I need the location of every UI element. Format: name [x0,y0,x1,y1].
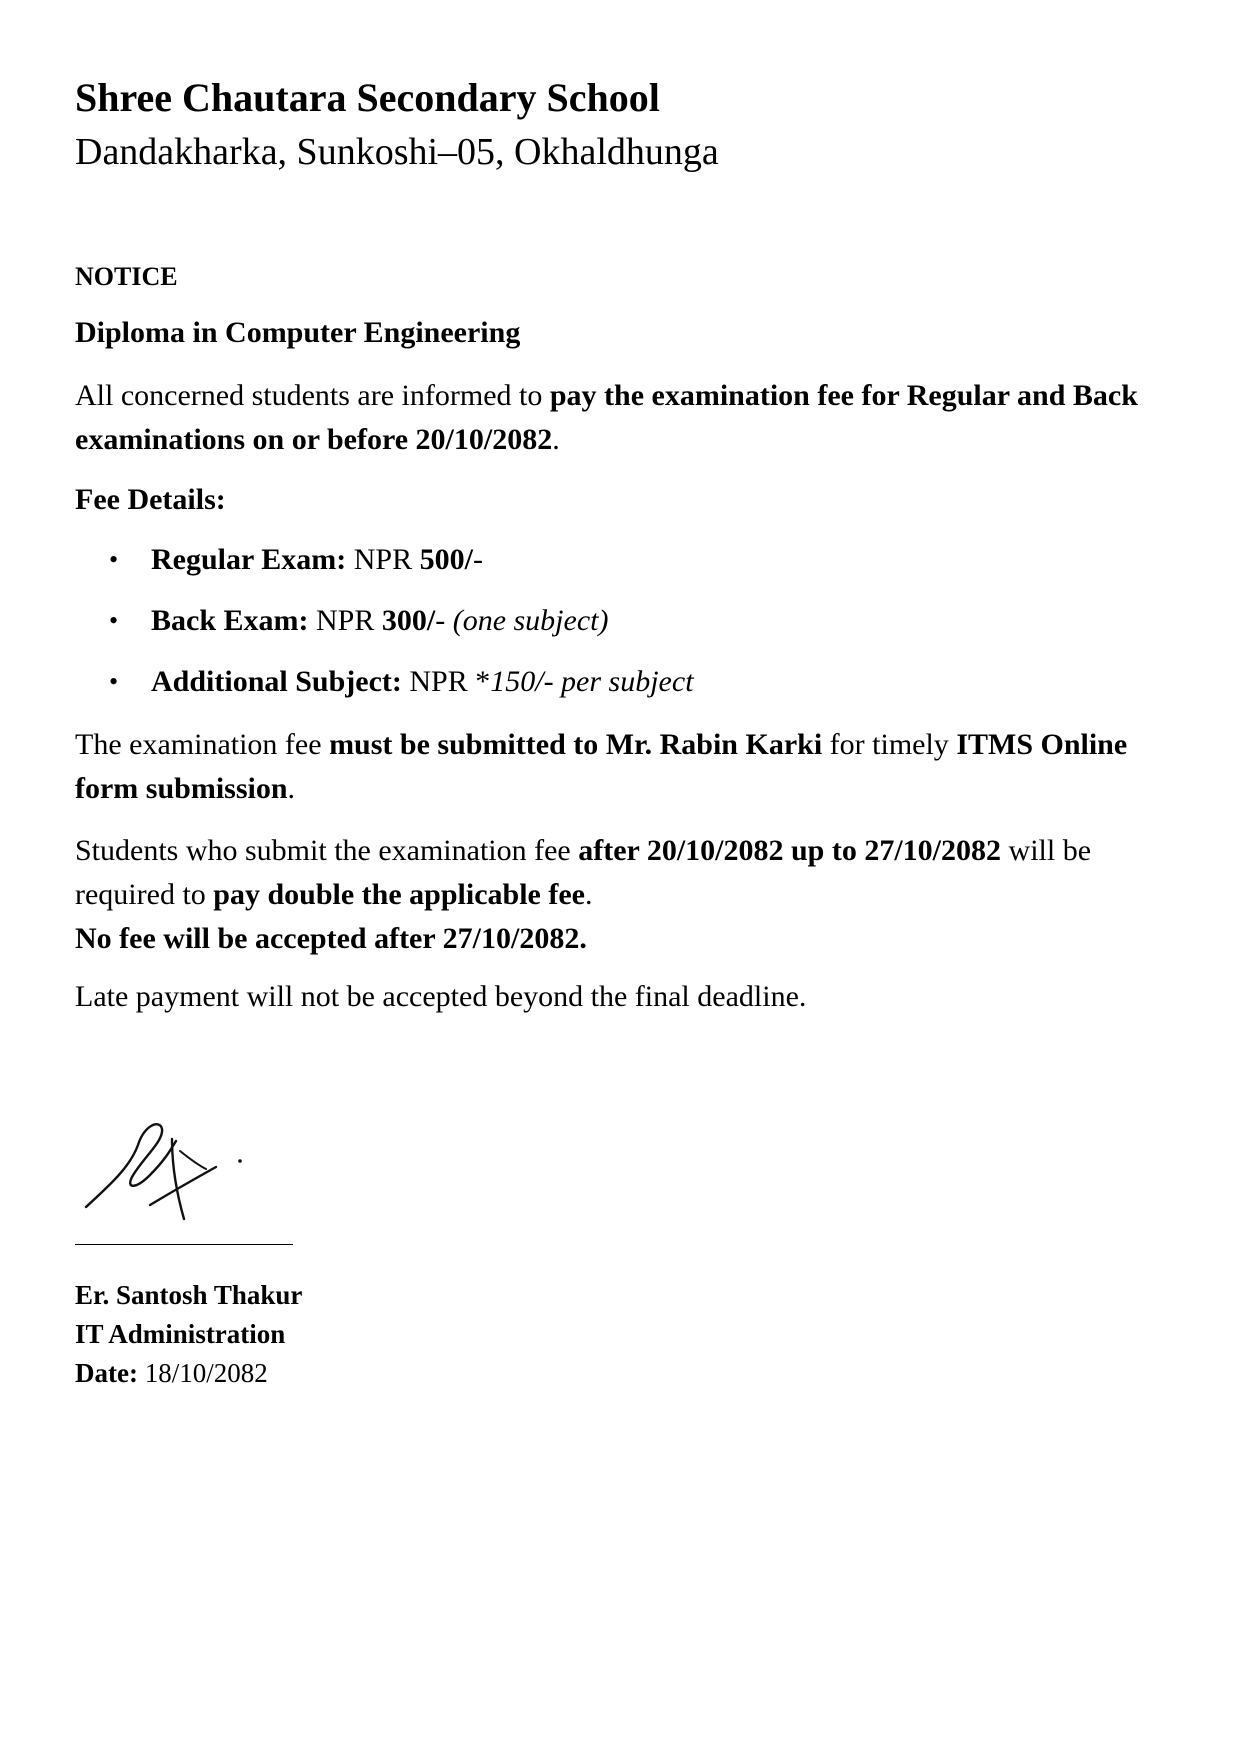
bullet-icon: • [109,667,119,696]
fee-label: Back Exam: [151,604,309,637]
notice-label: NOTICE [75,262,178,291]
signatory-block [75,1276,302,1393]
fee-tail: - [472,543,483,576]
submission-emphasis-contact: must be submitted to Mr. Rabin Karki [329,728,823,761]
fee-label: Additional Subject: [151,665,402,698]
fee-details-heading: Fee Details: [75,483,226,516]
program-title: Diploma in Computer Engineering [75,316,521,349]
final-deadline-statement: No fee will be accepted after 27/10/2082. [75,922,587,955]
intro-text: All concerned students are informed to [75,379,550,412]
fee-amount: 300/ [381,604,436,637]
fee-amount: * [475,665,491,698]
school-name: Shree Chautara Secondary School [75,75,660,120]
fee-note: 150/- per subject [490,665,694,698]
fee-item-regular [75,538,694,599]
late-text-middle: will be required to [75,834,1092,911]
late-period: . [584,878,593,911]
fee-currency: NPR [346,543,420,576]
intro-paragraph [75,374,1185,462]
date-value: 18/10/2082 [137,1358,268,1388]
fee-item-additional [75,660,694,721]
submission-period: . [287,772,296,805]
signatory-name: Er. Santosh Thakur [75,1280,303,1310]
fee-amount: 500/ [419,543,473,576]
signatory-date [75,1354,302,1393]
school-address: Dandakharka, Sunkoshi–05, Okhaldhunga [75,131,719,173]
intro-period: . [552,423,560,456]
submission-paragraph [75,723,1185,811]
signature-image [80,1115,260,1225]
fee-note: (one subject) [452,604,609,637]
submission-text: The examination fee [75,728,330,761]
fee-tail: - [435,604,453,637]
submission-emphasis-itms: ITMS Online form submission [75,728,1128,805]
date-label: Date: [75,1358,138,1388]
intro-emphasis: pay the examination fee for Regular and Back examinations on or before 20/10/2082 [75,379,1138,456]
late-fee-paragraph [75,829,1185,961]
fee-list [75,538,694,721]
bullet-icon: • [109,606,119,635]
late-emphasis-dates: after 20/10/2082 up to 27/10/2082 [578,834,1002,867]
closing-paragraph: Late payment will not be accepted beyond the final deadline. [75,980,807,1013]
late-text: Students who submit the examination fee [75,834,579,867]
fee-currency: NPR [401,665,476,698]
fee-item-back [75,599,694,660]
bullet-icon: • [109,545,119,574]
submission-text-middle: for timely [822,728,957,761]
signatory-role: IT Administration [75,1319,286,1349]
fee-currency: NPR [308,604,382,637]
late-emphasis-double: pay double the applicable fee [213,878,585,911]
signature-line [75,1244,293,1245]
fee-label: Regular Exam: [151,543,347,576]
